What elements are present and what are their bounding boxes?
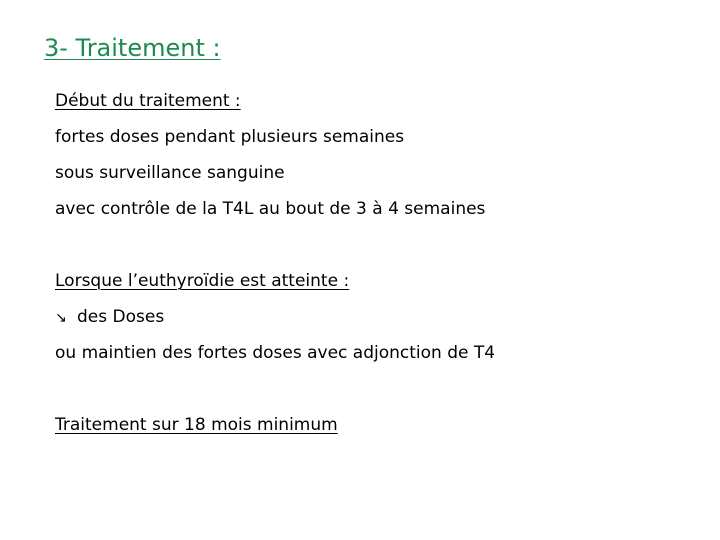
start-line-doses: fortes doses pendant plusieurs semaines bbox=[55, 127, 405, 147]
start-line-t4l-control: avec contrôle de la T4L au bout de 3 à 4 semaines bbox=[55, 199, 486, 219]
duration-line: Traitement sur 18 mois minimum bbox=[55, 415, 338, 435]
decrease-doses-text: des Doses bbox=[77, 307, 165, 327]
decrease-doses-line bbox=[55, 307, 164, 328]
start-heading: Début du traitement : bbox=[55, 91, 241, 111]
start-line-surveillance: sous surveillance sanguine bbox=[55, 163, 285, 183]
euthyroid-heading: Lorsque l’euthyroïdie est atteinte : bbox=[55, 271, 350, 291]
maintain-doses-line: ou maintien des fortes doses avec adjonction de T4 bbox=[55, 343, 496, 363]
slide-title: 3- Traitement : bbox=[44, 34, 221, 62]
arrow-down-right-icon: ↘ bbox=[55, 310, 67, 326]
